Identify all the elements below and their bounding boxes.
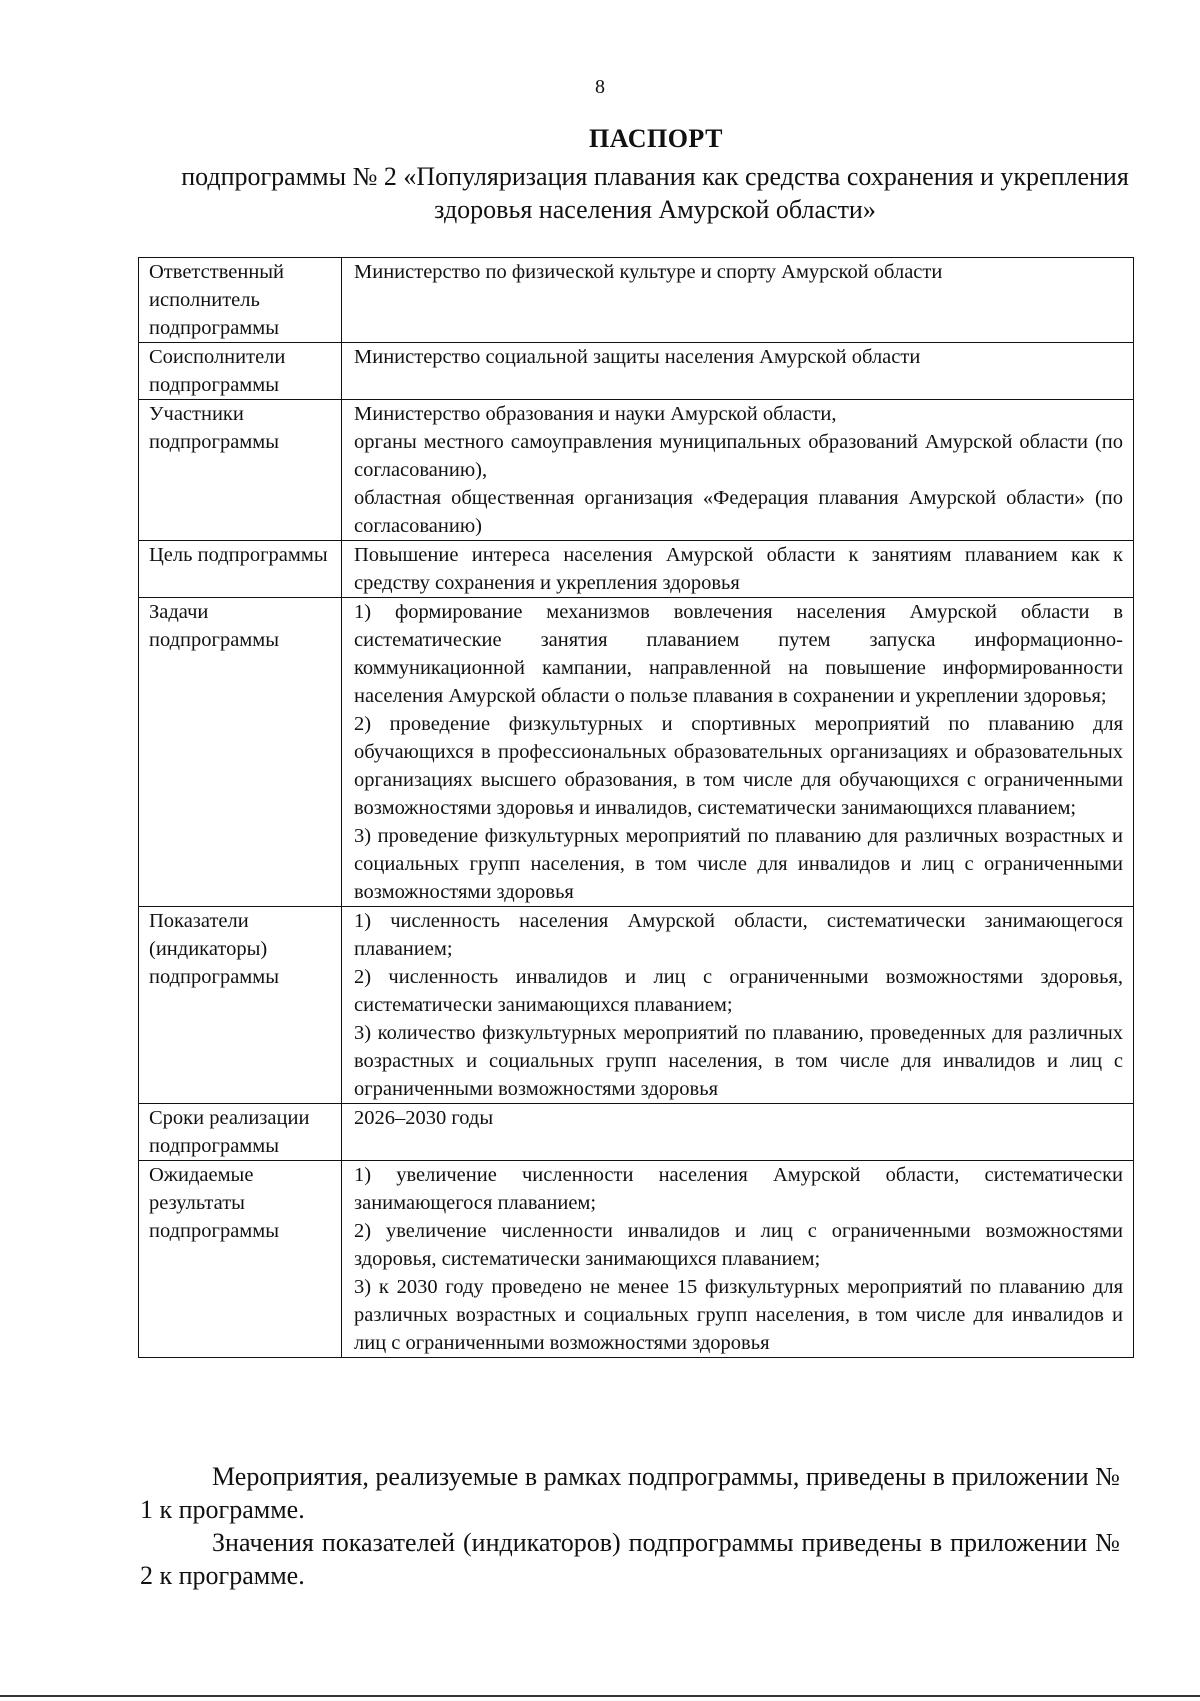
passport-table xyxy=(138,257,1134,1358)
value-line: 3) к 2030 году проведено не менее 15 физкультурных мероприятий по плаванию для различных возрастных и социальных групп населения, в том числе для инвалидов и лиц с ограниченными возможностями здоровья xyxy=(354,1276,1123,1354)
footer-paragraph: Мероприятия, реализуемые в рамках подпрограммы, приведены в приложении № 1 к программе. xyxy=(140,1462,1120,1524)
table-row xyxy=(139,1104,1134,1161)
page-number: 8 xyxy=(595,76,605,98)
document-title: ПАСПОРТ xyxy=(589,124,723,153)
value-line: 3) количество физкультурных мероприятий по плаванию, проведенных для различных возрастных и социальных групп населения, в том числе для инвалидов и лиц с ограниченными возможностями здоровья xyxy=(354,1022,1123,1100)
table-row xyxy=(139,541,1134,598)
document-subtitle: подпрограммы № 2 «Популяризация плавания как средства сохранения и укрепления здоровья населения Амурской области» xyxy=(181,162,1129,224)
value-line: 2) численность инвалидов и лиц с ограниченными возможностями здоровья, систематически занимающихся плаванием; xyxy=(354,966,1123,1016)
row-value xyxy=(342,343,1134,400)
value-line: Министерство по физической культуре и спорту Амурской области xyxy=(354,261,943,283)
table-row xyxy=(139,1161,1134,1358)
table-row xyxy=(139,907,1134,1104)
row-label: Задачи подпрограммы xyxy=(139,598,342,907)
table-row xyxy=(139,343,1134,400)
row-label: Участники подпрограммы xyxy=(139,400,342,541)
value-line: 2) увеличение численности инвалидов и лиц с ограниченными возможностями здоровья, систематически занимающихся плаванием; xyxy=(354,1220,1123,1270)
footer-paragraph: Значения показателей (индикаторов) подпрограммы приведены в приложении № 2 к программе. xyxy=(140,1528,1120,1590)
table-row xyxy=(139,598,1134,907)
row-label: Ожидаемые результаты подпрограммы xyxy=(139,1161,342,1358)
row-value xyxy=(342,1104,1134,1161)
value-line: 2026–2030 годы xyxy=(354,1107,494,1129)
scan-edge-divider xyxy=(0,1695,1200,1697)
row-value xyxy=(342,598,1134,907)
value-line: Повышение интереса населения Амурской области к занятиям плаванием как к средству сохранения и укрепления здоровья xyxy=(354,544,1123,594)
value-line: 1) увеличение численности населения Амурской области, систематически занимающегося плаванием; xyxy=(354,1164,1123,1214)
value-line: органы местного самоуправления муниципальных образований Амурской области (по согласованию), xyxy=(354,431,1123,481)
row-label: Соисполнители подпрограммы xyxy=(139,343,342,400)
table-row xyxy=(139,400,1134,541)
value-line: 3) проведение физкультурных мероприятий по плаванию для различных возрастных и социальных групп населения, в том числе для инвалидов и лиц с ограниченными возможностями здоровья xyxy=(354,825,1123,903)
row-label: Ответственный исполнитель подпрограммы xyxy=(139,258,342,343)
value-line: Министерство образования и науки Амурской области, xyxy=(354,403,837,425)
row-value xyxy=(342,541,1134,598)
value-line: 1) численность населения Амурской области, систематически занимающегося плаванием; xyxy=(354,910,1123,960)
value-line: 1) формирование механизмов вовлечения населения Амурской области в систематические занятия плаванием путем запуска информационно-коммуникационной кампании, направленной на повышение информированности населения Амурской области о пользе плавания в сохранении и укреплении здоровья; xyxy=(354,601,1123,707)
value-line: Министерство социальной защиты населения Амурской области xyxy=(354,346,921,368)
row-label: Показатели (индикаторы) подпрограммы xyxy=(139,907,342,1104)
value-line: областная общественная организация «Федерация плавания Амурской области» (по согласованию) xyxy=(354,487,1123,537)
row-value xyxy=(342,400,1134,541)
row-value xyxy=(342,1161,1134,1358)
row-value xyxy=(342,907,1134,1104)
footer-text xyxy=(140,1460,1120,1592)
value-line: 2) проведение физкультурных и спортивных мероприятий по плаванию для обучающихся в профессиональных образовательных организациях и образовательных организациях высшего образования, в том числе для обучающихся с ограниченными возможностями здоровья и инвалидов, систематически занимающихся плаванием; xyxy=(354,713,1123,819)
table-row xyxy=(139,258,1134,343)
row-label: Цель подпрограммы xyxy=(139,541,342,598)
row-value xyxy=(342,258,1134,343)
row-label: Сроки реализации подпрограммы xyxy=(139,1104,342,1161)
